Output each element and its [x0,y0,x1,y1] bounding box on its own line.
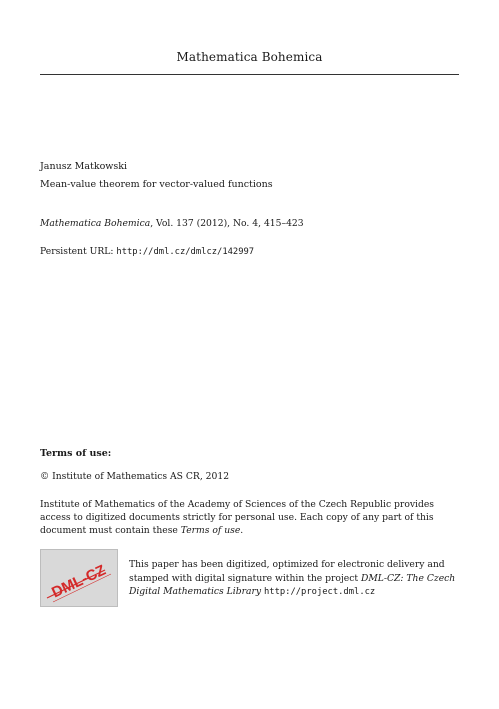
terms-text: Institute of Mathematics of the Academy of Sciences of the Czech Republic provides access to digitized documents strictly for personal use. Each copy of any part of this document must contain these [40,499,435,536]
copyright-line: © Institute of Mathematics AS CR, 2012 [40,471,230,482]
dml-cz-logo-graphic [41,550,117,606]
project-name: DML-CZ: The Czech Digital Mathematics Library [129,572,456,597]
project-url-link[interactable]: http://project.dml.cz [263,587,376,597]
dml-cz-logo [40,549,118,607]
terms-italic: Terms of use [180,525,241,536]
persistent-url-line [40,246,254,257]
terms-heading: Terms of use: [40,448,112,459]
journal-header: Mathematica Bohemica [176,50,323,64]
terms-paragraph [40,498,460,537]
digitized-text: This paper has been digitized, optimized for electronic delivery and stamped with digital signature within the project [129,559,445,584]
terms-end: . [240,525,244,536]
persistent-url-link[interactable]: http://dml.cz/dmlcz/142997 [116,247,255,257]
logo-text: DML-CZ [49,561,109,602]
author-name: Janusz Matkowski [40,161,128,172]
article-title: Mean-value theorem for vector-valued functions [40,179,273,190]
citation-journal: Mathematica Bohemica [40,218,151,229]
header-rule [40,74,459,75]
citation [40,218,304,229]
persistent-url-label: Persistent URL: [40,246,117,257]
citation-details: , Vol. 137 (2012), No. 4, 415–423 [150,218,304,229]
digitization-notice [129,558,464,600]
